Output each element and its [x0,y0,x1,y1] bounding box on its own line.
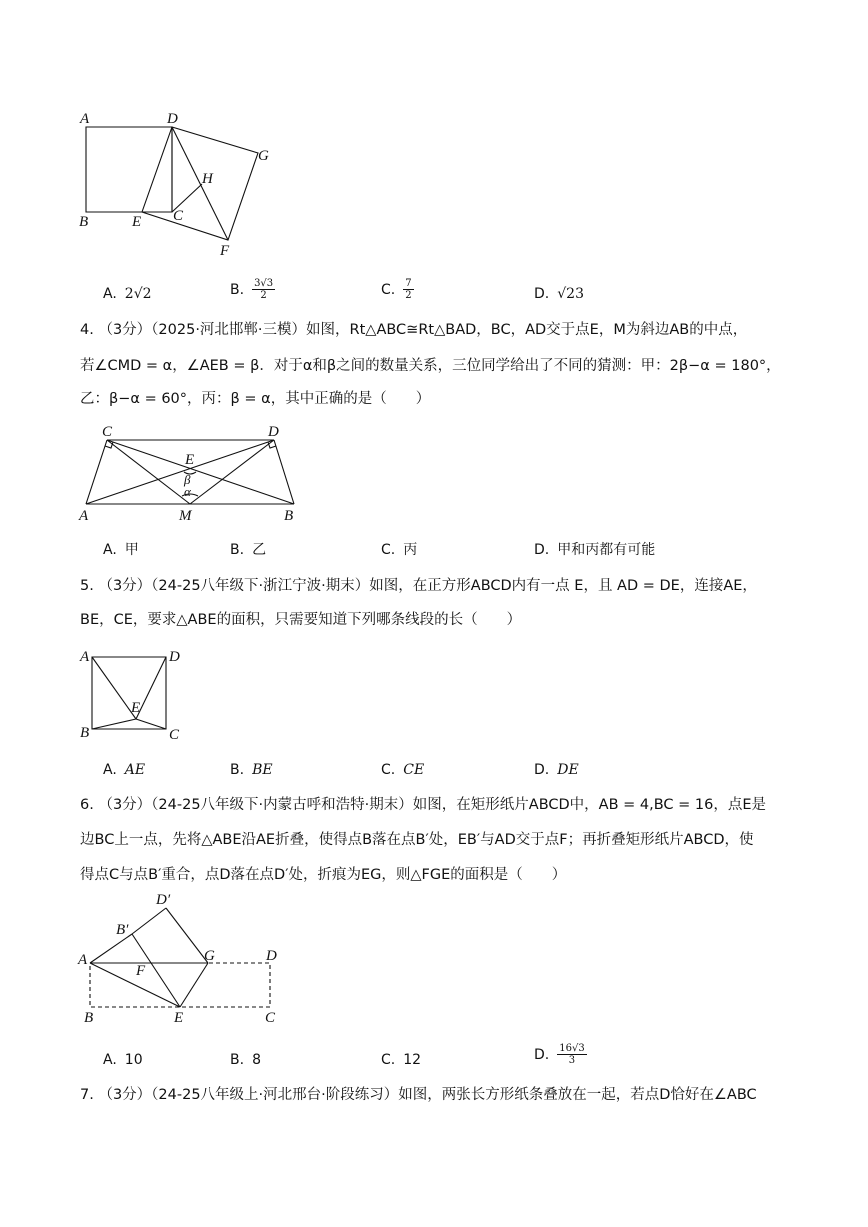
q6-option-c[interactable] [381,1050,421,1070]
q5-option-c[interactable] [381,760,424,780]
q5-option-d[interactable] [534,760,579,780]
q5-figure [74,643,194,743]
option-label: C. [381,762,396,778]
q4-stem-line-2: 若∠CMD = α，∠AEB = β．对于α和β之间的数量关系，三位同学给出了不同的猜测：甲：2β−α = 180°， [80,358,781,374]
q3-option-c[interactable] [381,278,414,301]
option-value: 2√2 [124,286,152,302]
q5-line-CE [136,719,166,729]
q3-option-a[interactable] [103,284,152,304]
q5-option-a[interactable] [103,760,145,780]
q6-option-b[interactable] [230,1050,261,1070]
q5-label: A [80,649,90,665]
option-label: D. [534,542,550,558]
q5-square [92,657,166,729]
q4-label: M [179,508,192,524]
option-label: D. [534,1046,550,1063]
q3-figure [70,100,290,265]
option-label: A. [103,762,117,778]
option-label: D. [534,762,550,778]
q4-label: A [79,508,89,524]
option-value: DE [557,762,579,778]
q6-label: D′ [156,892,171,908]
option-label: D. [534,286,550,302]
option-label: C. [381,542,396,558]
q6-line-AE [90,963,180,1007]
q6-label: C [265,1010,276,1026]
q6-stem-line-3: 得点C与点B′重合，点D落在点D′处，折痕为EG，则△FGE的面积是（ ） [80,867,567,883]
q5-line-BE [92,719,136,729]
q5-label: E [131,700,141,716]
q3-label: E [132,214,142,230]
q4-line-DB [274,440,294,504]
q5-stem-line-1: 5. （3分）（24-25八年级下·浙江宁波·期末）如图，在正方形ABCD内有一点 E，且 AD = DE，连接AE， [80,578,757,594]
option-value: 丙 [403,542,418,558]
q7-stem-line-1: 7. （3分）（24-25八年级上·河北邢台·阶段练习）如图，两张长方形纸条叠放在一起，若点D恰好在∠ABC [80,1087,757,1103]
option-label: B. [230,281,245,298]
q6-stem-line-1: 6. （3分）（24-25八年级下·内蒙古呼和浩特·期末）如图，在矩形纸片ABCD中，AB = 4,BC = 16，点E是 [80,797,767,813]
q3-label: F [220,243,230,259]
q6-option-a[interactable] [103,1050,143,1070]
q4-option-b[interactable] [230,540,266,560]
option-value: 8 [252,1052,261,1068]
q3-option-b[interactable] [230,278,275,301]
q3-label: C [173,208,184,224]
option-value: √23 [557,286,584,302]
q3-square [86,127,172,212]
q6-option-d[interactable] [534,1043,587,1066]
option-value: CE [403,762,425,778]
option-label: B. [230,542,245,558]
q3-option-d[interactable] [534,284,584,304]
q5-line-DE [136,657,166,719]
option-value: 10 [124,1052,143,1068]
q6-label: D [266,948,277,964]
q6-line-D1G [166,908,208,963]
q4-label: β [184,472,191,487]
q5-label: D [169,649,180,665]
q4-label: α [184,484,191,499]
option-label: C. [381,281,396,298]
option-value: 12 [403,1052,422,1068]
q6-label: E [174,1010,184,1026]
q6-figure [74,890,294,1030]
q4-figure [74,420,304,530]
q4-option-a[interactable] [103,540,139,560]
option-value: 乙 [252,542,267,558]
option-label: B. [230,1052,245,1068]
q3-label: G [258,148,269,164]
option-label: A. [103,542,117,558]
q6-rect [90,963,270,1007]
q6-label: B [84,1010,94,1026]
q6-label: F [136,963,146,979]
q5-option-b[interactable] [230,760,273,780]
q3-label: A [80,111,90,127]
q5-label: C [169,727,180,743]
q3-label: B [79,214,89,230]
q4-line-AC [86,440,107,504]
q4-option-d[interactable] [534,540,655,560]
option-label: A. [103,286,117,302]
q4-line-DM [190,440,274,504]
option-value: 甲 [124,542,139,558]
q6-line-AB1 [90,934,132,963]
q5-stem-line-2: BE，CE，要求△ABE的面积，只需要知道下列哪条线段的长（ ） [80,612,522,628]
q5-label: B [80,725,90,741]
q6-label: B′ [116,922,129,938]
q6-line-GE [180,963,208,1007]
q4-line-CB [107,440,294,504]
q4-label: C [102,424,113,440]
q4-line-AD [86,440,274,504]
fraction: $\frac{3√3}{2}$ [254,278,274,301]
option-value: AE [124,762,146,778]
q5-line-AE [92,657,136,719]
fraction: $\frac{7}{2}$ [405,278,412,301]
q6-stem-line-2: 边BC上一点，先将△ABE沿AE折叠，使得点B落在点B′处，EB′与AD交于点F；再折叠矩形纸片ABCD，使 [80,832,754,848]
fraction: $\frac{16√3}{3}$ [559,1043,585,1066]
option-label: B. [230,762,245,778]
option-label: A. [103,1052,117,1068]
option-value: BE [252,762,273,778]
option-label: C. [381,1052,396,1068]
q3-label: D [167,111,178,127]
q4-label: B [284,508,294,524]
q4-label: E [185,452,195,468]
q4-line-CM [107,440,190,504]
option-value: 甲和丙都有可能 [557,542,656,558]
q4-option-c[interactable] [381,540,417,560]
q6-label: A [78,952,88,968]
q4-stem-line-1: 4. （3分）（2025·河北邯郸·三模）如图，Rt△ABC≅Rt△BAD，BC，AD交于点E，M为斜边AB的中点， [80,322,748,338]
q4-label: D [268,424,279,440]
q3-label: H [202,171,213,187]
q6-label: G [204,948,215,964]
q6-line-B1D1 [132,908,166,934]
q4-stem-line-3: 乙：β−α = 60°，丙：β = α，其中正确的是（ ） [80,391,431,407]
